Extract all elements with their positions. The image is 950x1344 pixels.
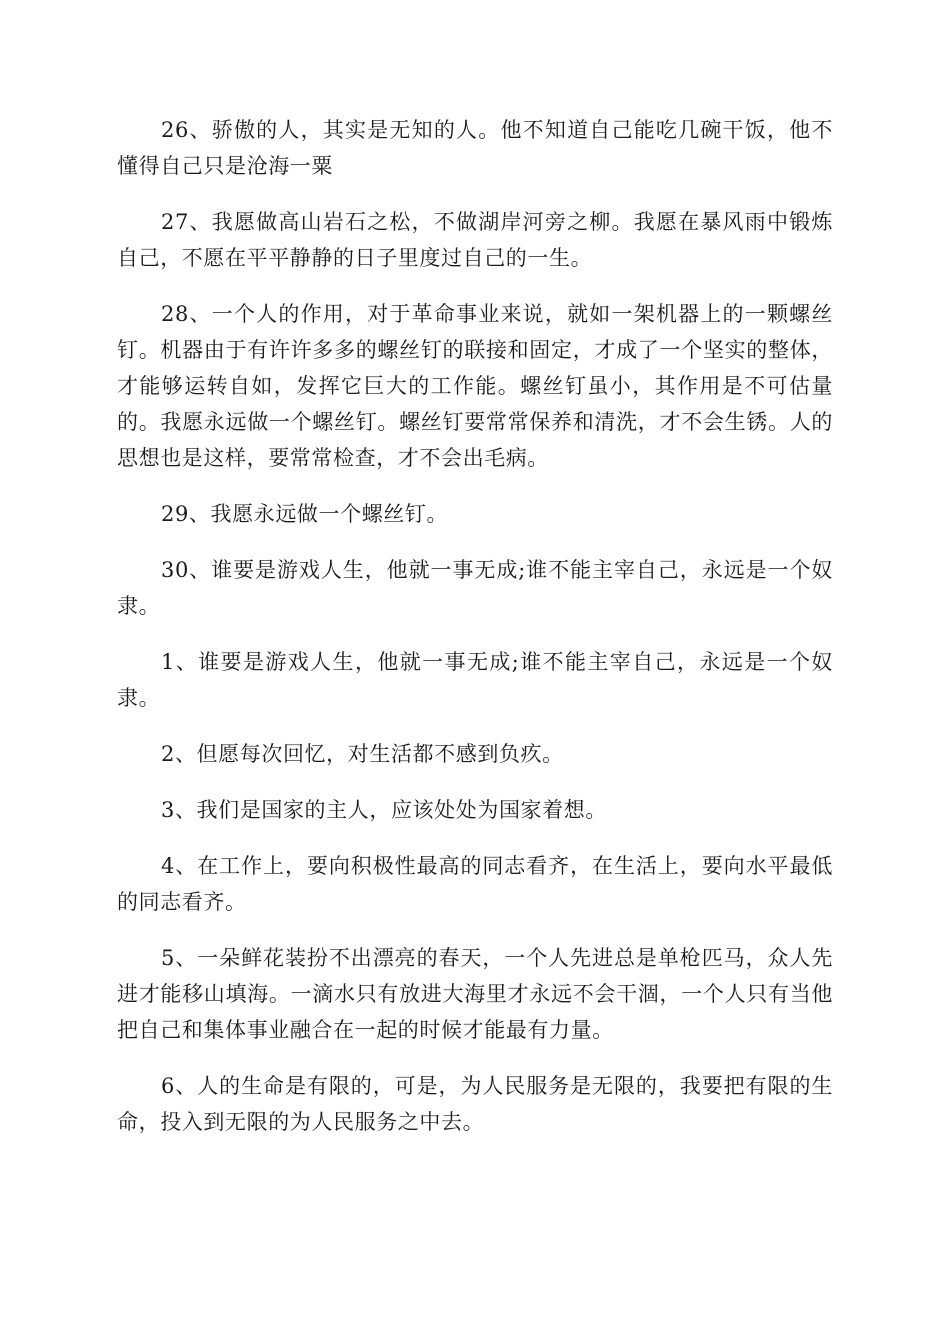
paragraph-28: 28、一个人的作用，对于革命事业来说，就如一架机器上的一颗螺丝钉。机器由于有许许多多的螺丝钉的联接和固定，才成了一个坚实的整体，才能够运转自如，发挥它巨大的工作能。螺丝钉虽小，其作用是不可估量的。我愿永远做一个螺丝钉。螺丝钉要常常保养和清洗，才不会生锈。人的思想也是这样，要常常检查，才不会出毛病。	[117, 302, 833, 470]
paragraph-4: 4、在工作上，要向积极性最高的同志看齐，在生活上，要向水平最低的同志看齐。	[117, 854, 833, 914]
paragraph-6: 6、人的生命是有限的，可是，为人民服务是无限的，我要把有限的生命，投入到无限的为人民服务之中去。	[117, 1074, 833, 1134]
paragraph-1: 1、谁要是游戏人生，他就一事无成;谁不能主宰自己，永远是一个奴隶。	[117, 650, 833, 710]
paragraph-3: 3、我们是国家的主人，应该处处为国家着想。	[161, 798, 607, 822]
paragraph-27: 27、我愿做高山岩石之松，不做湖岸河旁之柳。我愿在暴风雨中锻炼自己，不愿在平平静静的日子里度过自己的一生。	[117, 210, 833, 270]
paragraph-26: 26、骄傲的人，其实是无知的人。他不知道自己能吃几碗干饭，他不懂得自己只是沧海一粟	[117, 118, 833, 178]
paragraph-29: 29、我愿永远做一个螺丝钉。	[161, 502, 449, 526]
paragraph-2: 2、但愿每次回忆，对生活都不感到负疚。	[161, 742, 564, 766]
paragraph-30: 30、谁要是游戏人生，他就一事无成;谁不能主宰自己，永远是一个奴隶。	[117, 558, 833, 618]
paragraph-5: 5、一朵鲜花装扮不出漂亮的春天，一个人先进总是单枪匹马，众人先进才能移山填海。一滴水只有放进大海里才永远不会干涸，一个人只有当他把自己和集体事业融合在一起的时候才能最有力量。	[117, 946, 833, 1042]
document-page	[117, 112, 833, 1160]
